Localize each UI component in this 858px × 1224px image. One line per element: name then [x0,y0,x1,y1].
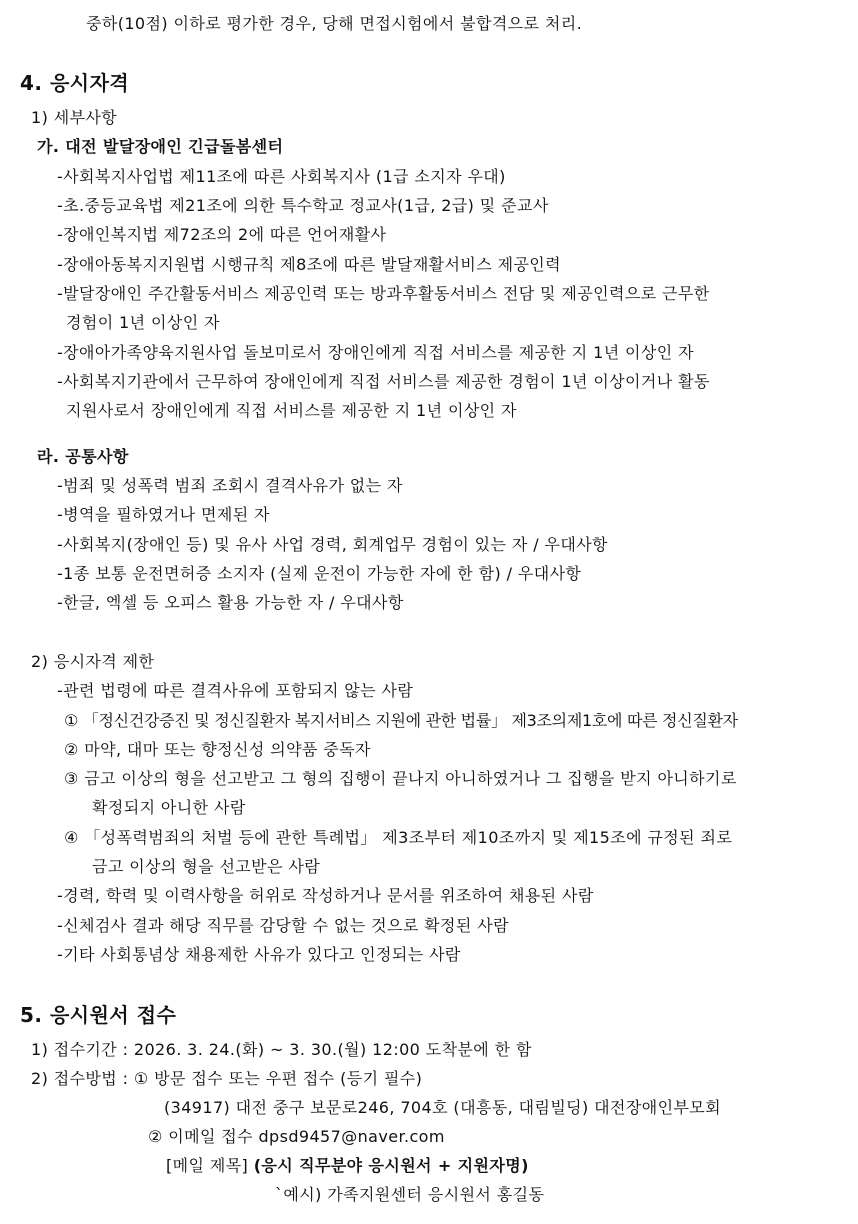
list-item: ① 「정신건강증진 및 정신질환자 복지서비스 지원에 관한 법률」 제3조의제1호에 따른 정신질환자 [64,711,738,730]
application-method: 2) 접수방법 : ① 방문 접수 또는 우편 접수 (등기 필수) [31,1069,423,1088]
list-item-continuation: 금고 이상의 형을 선고받은 사람 [92,857,321,876]
list-item: ③ 금고 이상의 형을 선고받고 그 형의 집행이 끝나지 아니하였거나 그 집행을 받지 아니하기로 [64,769,737,788]
list-item-continuation: 지원사로서 장애인에게 직접 서비스를 제공한 지 1년 이상인 자 [66,401,517,420]
list-item: -경력, 학력 및 이력사항을 허위로 작성하거나 문서를 위조하여 채용된 사람 [57,886,594,905]
mail-subject-line [166,1155,529,1177]
list-item: -장애아가족양육지원사업 돌보미로서 장애인에게 직접 서비스를 제공한 지 1년 이상인 자 [57,343,694,362]
mail-subject-example: `예시) 가족지원센터 응시원서 홍길동 [275,1185,545,1204]
sub1-label: 1) 세부사항 [31,108,118,127]
list-item: -관련 법령에 따른 결격사유에 포함되지 않는 사람 [57,681,414,700]
intro-line: 중하(10점) 이하로 평가한 경우, 당해 면접시험에서 불합격으로 처리. [86,14,583,33]
list-item: -신체검사 결과 해당 직무를 감당할 수 없는 것으로 확정된 사람 [57,916,509,935]
mail-subject-label: [메일 제목] [166,1156,249,1175]
list-item: -1종 보통 운전면허증 소지자 (실제 운전이 가능한 자에 한 함) / 우대사항 [57,564,582,583]
list-item: -장애아동복지지원법 시행규칙 제8조에 따른 발달재활서비스 제공인력 [57,255,562,274]
email-submission: ② 이메일 접수 dpsd9457@naver.com [148,1127,445,1146]
section-5-heading: 5. 응시원서 접수 [20,1003,177,1027]
list-item: ② 마약, 대마 또는 향정신성 의약품 중독자 [64,740,371,759]
list-item: -사회복지사업법 제11조에 따른 사회복지사 (1급 소지자 우대) [57,167,506,186]
list-item: -발달장애인 주간활동서비스 제공인력 또는 방과후활동서비스 전담 및 제공인력으로 근무한 [57,284,710,303]
list-item: -장애인복지법 제72조의 2에 따른 언어재활사 [57,225,387,244]
list-item: -한글, 엑셀 등 오피스 활용 가능한 자 / 우대사항 [57,593,404,612]
section-4-heading: 4. 응시자격 [20,71,130,95]
list-item: -범죄 및 성폭력 범죄 조회시 결격사유가 없는 자 [57,476,403,495]
postal-address: (34917) 대전 중구 보문로246, 704호 (대흥동, 대림빌딩) 대전장애인부모회 [164,1098,722,1117]
list-item: -사회복지기관에서 근무하여 장애인에게 직접 서비스를 제공한 경험이 1년 이상이거나 활동 [57,372,710,391]
list-item-continuation: 확정되지 아니한 사람 [92,798,246,817]
list-item: -기타 사회통념상 채용제한 사유가 있다고 인정되는 사람 [57,945,461,964]
application-period: 1) 접수기간 : 2026. 3. 24.(화) ~ 3. 30.(월) 12:00 도착분에 한 함 [31,1040,532,1059]
sub2-label: 2) 응시자격 제한 [31,652,155,671]
list-item-continuation: 경험이 1년 이상인 자 [66,313,220,332]
list-item: ④ 「성폭력범죄의 처벌 등에 관한 특례법」 제3조부터 제10조까지 및 제15조에 규정된 죄로 [64,828,733,847]
list-item: -사회복지(장애인 등) 및 유사 사업 경력, 회계업무 경험이 있는 자 / 우대사항 [57,535,608,554]
list-item: -초.중등교육법 제21조에 의한 특수학교 정교사(1급, 2급) 및 준교사 [57,196,549,215]
mail-subject-value: (응시 직무분야 응시원서 + 지원자명) [253,1156,529,1175]
ra-heading: 라. 공통사항 [37,447,129,466]
ga-heading: 가. 대전 발달장애인 긴급돌봄센터 [37,137,284,156]
list-item: -병역을 필하였거나 면제된 자 [57,505,270,524]
